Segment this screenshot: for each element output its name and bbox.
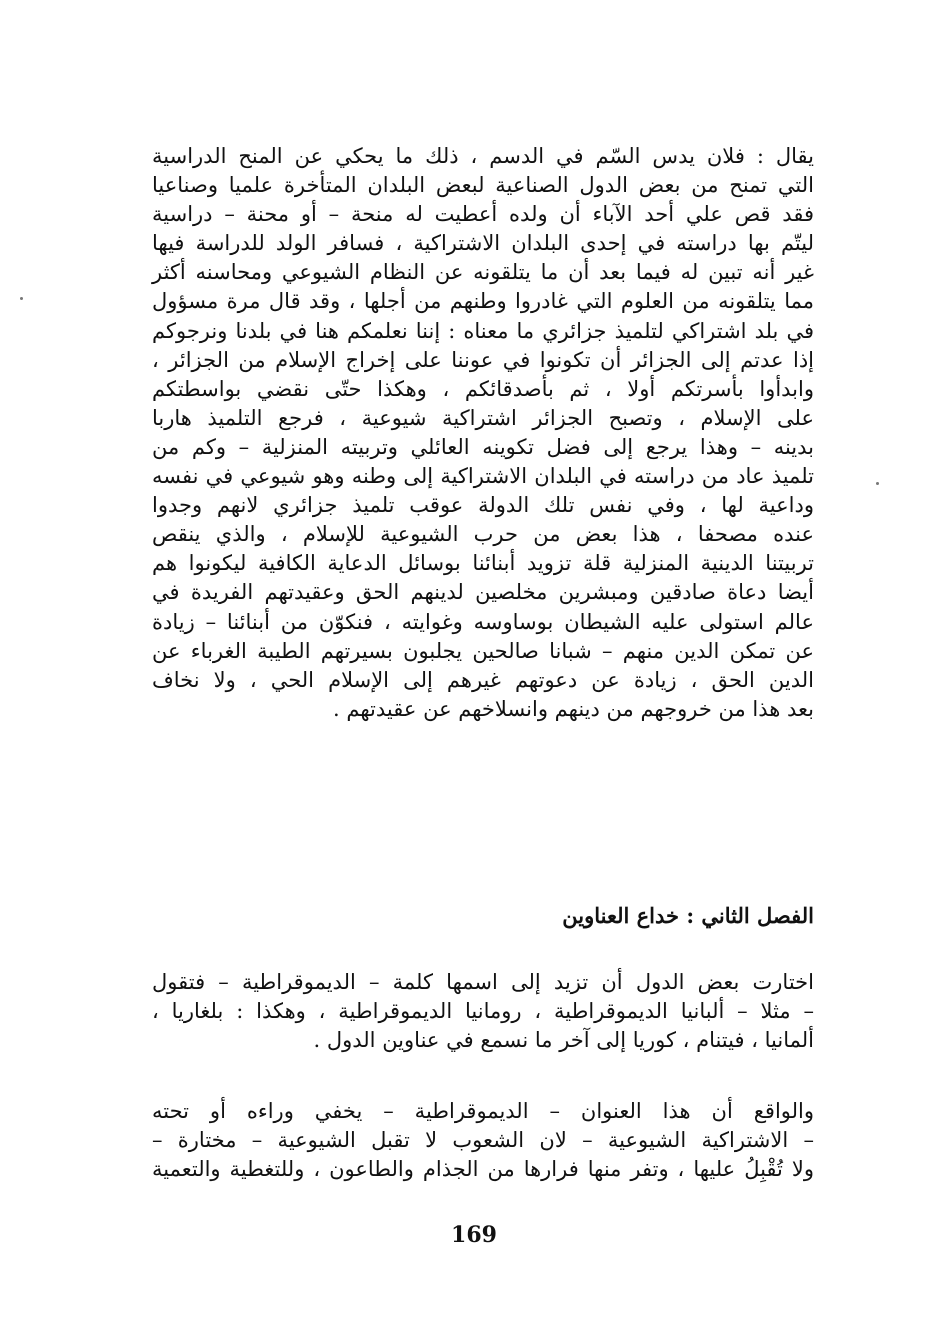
chapter-heading: الفصل الثاني : خداع العناوين (562, 903, 814, 928)
text-line: – مثلا – ألبانيا الديموقراطية ، رومانيا الديموقراطية ، وهكذا : بلغاريا ، (152, 999, 814, 1024)
text-line: غير أنه تبين له فيما بعد أن ما يتلقونه عن النظام الشيوعي ومحاسنه أكثر (152, 260, 814, 285)
text-line: على الإسلام ، وتصبح الجزائر اشتراكية شيوعية ، فرجع التلميذ هاربا (152, 405, 814, 430)
text-line: إذا عدتم إلى الجزائر أن تكونوا في عوننا على إخراج الإسلام من الجزائر ، (152, 347, 814, 372)
scan-speck (20, 297, 23, 300)
text-line: وابدأوا بأسرتكم أولا ، ثم بأصدقائكم ، وهكذا حتّى نقضي بواسطتكم (152, 376, 814, 401)
text-line: تربيتنا الدينية المنزلية قلة تزويد أبنائنا بوسائل الدعاية الكافية ليكونوا هم (152, 551, 814, 576)
text-line: يقال : فلان يدس السّم في الدسم ، ذلك ما يحكي عن المنح الدراسية (152, 144, 814, 168)
text-line: اختارت بعض الدول أن تزيد إلى اسمها كلمة – الديموقراطية – فتقول (152, 970, 814, 994)
text-line: بعد هذا من خروجهم من دينهم وانسلاخهم عن عقيدتهم . (333, 696, 814, 721)
main-paragraph (152, 142, 814, 724)
text-line: – الاشتراكية الشيوعية – لان الشعوب لا تقبل الشيوعية – مختارة – (152, 1128, 814, 1153)
text-line: بدينه – وهذا يرجع إلى فضل تكوينه العائلي وتربيته المنزلية – وكم من (152, 434, 814, 459)
text-line: الدين الحق ، زيادة عن دعوتهم غيرهم إلى الإسلام الحي ، ولا نخاف (152, 667, 814, 692)
text-line: عالم استولى عليه الشيطان بوساوسه وغوايته ، فنكوّن من أبنائنا – زيادة (152, 609, 814, 634)
text-line: فقد قص علي أحد الآباء أن ولده أعطيت له منحة – أو محنة – دراسية (152, 202, 814, 227)
page-number: 169 (451, 1222, 497, 1248)
text-line: وداعية لها ، وفي نفس تلك الدولة عوقب تلميذ جزائري لانهم وجدوا (152, 493, 814, 518)
text-line: مما يتلقونه من العلوم التي غادروا وطنهم من أجلها ، وقد قال مرة مسؤول (152, 289, 814, 314)
text-line: تلميذ عاد من دراسته في البلدان الاشتراكية إلى وطنه وهو شيوعي في نفسه (152, 464, 814, 489)
text-line: أيضا دعاة صادقين ومبشرين مخلصين لدينهم الحق وعقيدتهم الفريدة في (152, 580, 814, 605)
text-line: ليتّم بها دراسته في إحدى البلدان الاشتراكية ، فسافر الولد للدراسة فيها (152, 231, 814, 256)
text-line: والواقع أن هذا العنوان – الديموقراطية – يخفي وراءه أو تحته (152, 1099, 814, 1123)
paragraph-two (152, 968, 814, 1055)
text-line: عنده مصحفا ، هذا بعض من حرب الشيوعية للإسلام ، والذي ينقص (152, 522, 814, 547)
text-line: التي تمنح من بعض الدول الصناعية لبعض البلدان المتأخرة علميا وصناعيا (152, 173, 814, 198)
scan-speck (876, 482, 879, 485)
text-line: في بلد اشتراكي لتلميذ جزائري ما معناه : إننا نعلمكم هنا في بلدنا ونرجوكم (152, 318, 814, 343)
paragraph-three (152, 1097, 814, 1184)
text-line: ألمانيا ، فيتنام ، كوريا إلى آخر ما نسمع في عناوين الدول . (313, 1028, 814, 1053)
text-line: عن تمكن الدين منهم – شبانا صالحين يجلبون بسيرتهم الطيبة الغرباء عن (152, 638, 814, 663)
text-line: ولا تُقْبِلُ عليها ، وتفر منها فرارها من الجذام والطاعون ، وللتغطية والتعمية (152, 1157, 814, 1182)
